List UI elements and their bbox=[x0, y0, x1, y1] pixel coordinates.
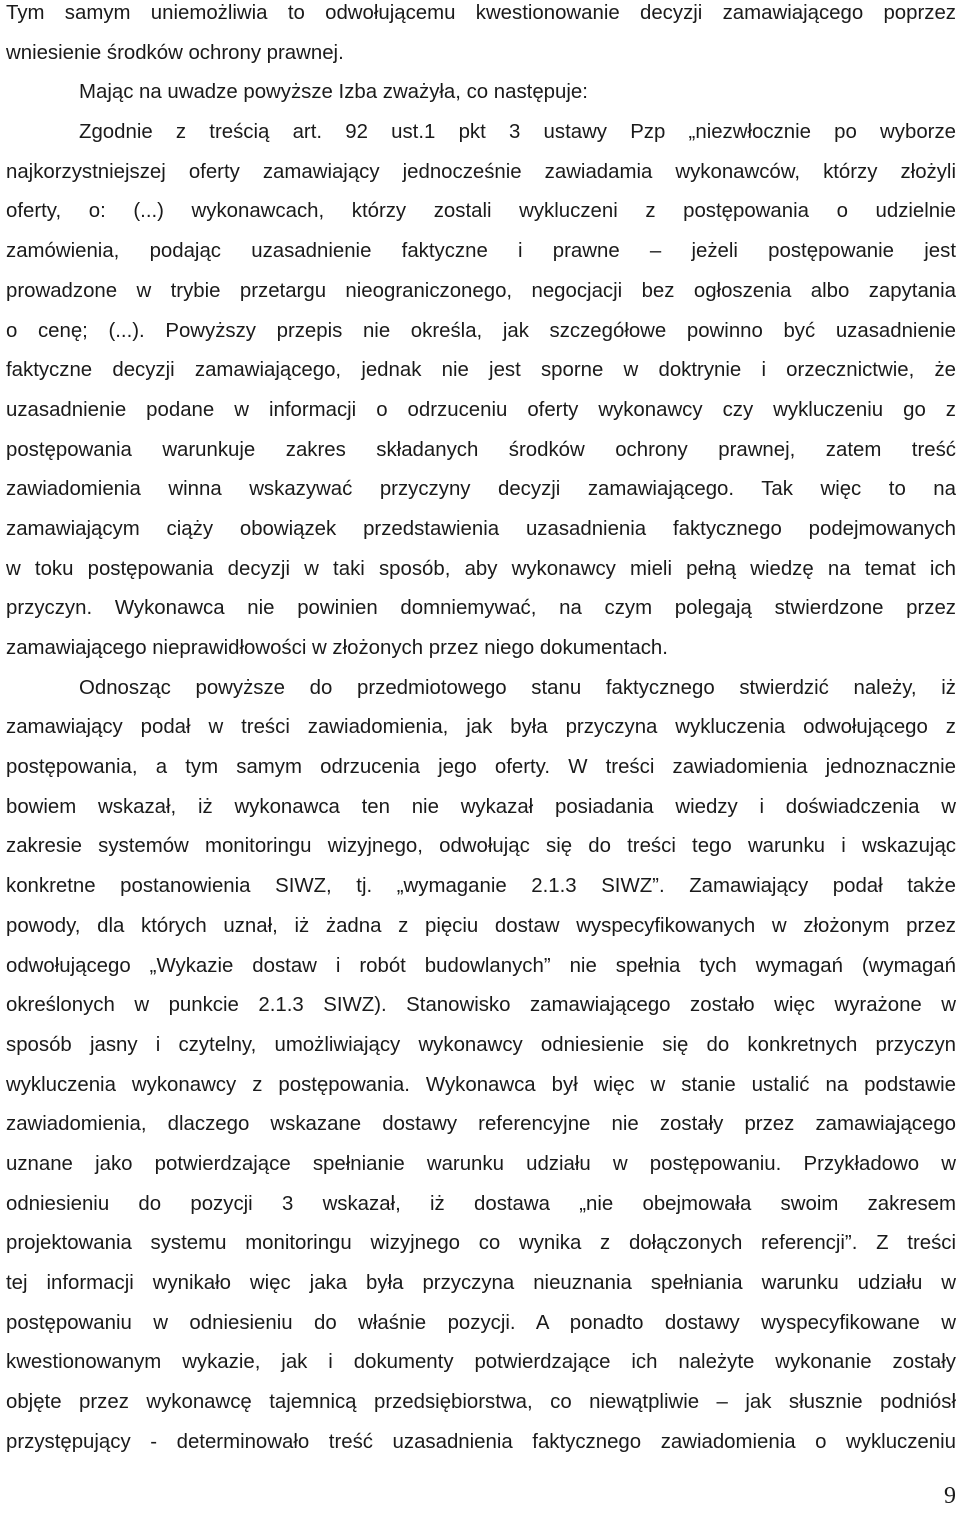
text-line: wykluczenia wykonawcy z postępowania. Wykonawca był więc w stanie ustalić na podstawie bbox=[6, 1073, 956, 1096]
text-line: uzasadnienie podane w informacji o odrzuceniu oferty wykonawcy czy wykluczeniu go z bbox=[6, 398, 956, 421]
text-line: najkorzystniejszej oferty zamawiający jednocześnie zawiadamia wykonawców, którzy złożyli bbox=[6, 160, 956, 183]
text-line: Zgodnie z treścią art. 92 ust.1 pkt 3 ustawy Pzp „niezwłocznie po wyborze bbox=[79, 121, 956, 144]
text-line: w toku postępowania decyzji w taki sposób, aby wykonawcy mieli pełną wiedzę na temat ich bbox=[6, 557, 956, 580]
text-line: odwołującego „Wykazie dostaw i robót budowlanych” nie spełnia tych wymagań (wymagań bbox=[6, 954, 956, 977]
text-line: Mając na uwadze powyższe Izba zważyła, co następuje: bbox=[79, 81, 588, 104]
text-line: zawiadomienia winna wskazywać przyczyny decyzji zamawiającego. Tak więc to na bbox=[6, 478, 956, 501]
text-line: sposób jasny i czytelny, umożliwiający wykonawcy odniesienie się do konkretnych przyczyn bbox=[6, 1033, 956, 1056]
text-line: objęte przez wykonawcę tajemnicą przedsiębiorstwa, co niewątpliwie – jak słusznie podniósł bbox=[6, 1391, 956, 1414]
text-line: o cenę; (...). Powyższy przepis nie określa, jak szczegółowe powinno być uzasadnienie bbox=[6, 319, 956, 342]
text-line: wniesienie środków ochrony prawnej. bbox=[6, 41, 344, 64]
text-line: bowiem wskazał, iż wykonawca ten nie wykazał posiadania wiedzy i doświadczenia w bbox=[6, 795, 956, 818]
text-line: postępowania, a tym samym odrzucenia jego oferty. W treści zawiadomienia jednoznacznie bbox=[6, 756, 956, 779]
text-line: zamawiającego nieprawidłowości w złożonych przez niego dokumentach. bbox=[6, 637, 668, 659]
text-line: oferty, o: (...) wykonawcach, którzy zostali wykluczeni z postępowania o udzielnie bbox=[6, 200, 956, 223]
text-line: zamawiający podał w treści zawiadomienia, jak była przyczyna wykluczenia odwołującego z bbox=[6, 716, 956, 739]
text-line: zamawiającym ciąży obowiązek przedstawienia uzasadnienia faktycznego podejmowanych bbox=[6, 517, 956, 540]
text-line: Odnosząc powyższe do przedmiotowego stanu faktycznego stwierdzić należy, iż bbox=[79, 676, 956, 699]
text-line: przyczyn. Wykonawca nie powinien domniemywać, na czym polegają stwierdzone przez bbox=[6, 597, 956, 620]
text-line: kwestionowanym wykazie, jak i dokumenty potwierdzające ich należyte wykonanie zostały bbox=[6, 1351, 956, 1374]
text-line: tej informacji wynikało więc jaka była przyczyna nieuznania spełniania warunku udziału w bbox=[6, 1272, 956, 1294]
text-line: przystępujący - determinowało treść uzasadnienia faktycznego zawiadomienia o wykluczeniu bbox=[6, 1430, 956, 1453]
page-number: 9 bbox=[944, 1483, 956, 1509]
text-line: projektowania systemu monitoringu wizyjnego co wynika z dołączonych referencji”. Z treści bbox=[6, 1232, 956, 1255]
text-line: określonych w punkcie 2.1.3 SIWZ). Stanowisko zamawiającego zostało więc wyrażone w bbox=[6, 994, 956, 1017]
text-line: postępowaniu w odniesieniu do właśnie pozycji. A ponadto dostawy wyspecyfikowane w bbox=[6, 1311, 956, 1334]
text-line: uznane jako potwierdzające spełnianie warunku udziału w postępowaniu. Przykładowo w bbox=[6, 1152, 956, 1175]
text-line: Tym samym uniemożliwia to odwołującemu kwestionowanie decyzji zamawiającego poprzez bbox=[6, 2, 956, 24]
text-line: faktyczne decyzji zamawiającego, jednak nie jest sporne w doktrynie i orzecznictwie, że bbox=[6, 359, 956, 382]
text-line: prowadzone w trybie przetargu nieograniczonego, negocjacji bez ogłoszenia albo zapytania bbox=[6, 279, 956, 302]
text-line: zakresie systemów monitoringu wizyjnego, odwołując się do treści tego warunku i wskazując bbox=[6, 835, 956, 858]
text-line: zawiadomienia, dlaczego wskazane dostawy referencyjne nie zostały przez zamawiającego bbox=[6, 1113, 956, 1136]
text-line: postępowania warunkuje zakres składanych środków ochrony prawnej, zatem treść bbox=[6, 438, 956, 461]
text-line: zamówienia, podając uzasadnienie faktyczne i prawne – jeżeli postępowanie jest bbox=[6, 240, 956, 263]
text-line: powody, dla których uznał, iż żadna z pięciu dostaw wyspecyfikowanych w złożonym przez bbox=[6, 914, 956, 937]
document-page bbox=[6, 0, 956, 1462]
text-line: odniesieniu do pozycji 3 wskazał, iż dostawa „nie obejmowała swoim zakresem bbox=[6, 1192, 956, 1215]
text-line: konkretne postanowienia SIWZ, tj. „wymaganie 2.1.3 SIWZ”. Zamawiający podał także bbox=[6, 875, 956, 898]
